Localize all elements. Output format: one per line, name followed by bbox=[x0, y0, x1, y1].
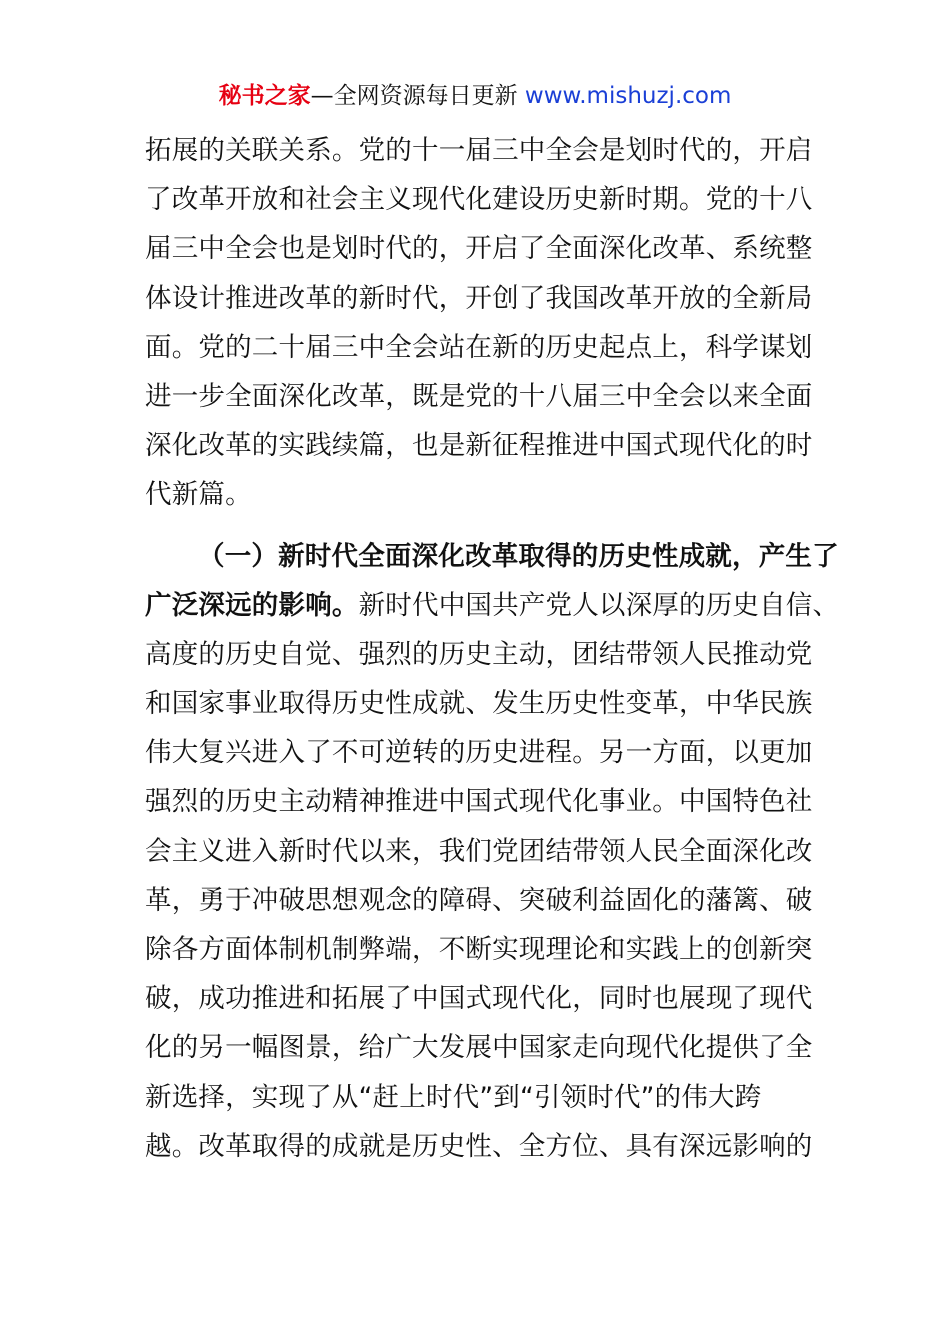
paragraph-2 bbox=[145, 532, 840, 1171]
text-line: 破，成功推进和拓展了中国式现代化，同时也展现了现代 bbox=[145, 983, 813, 1015]
text-line: 革，勇于冲破思想观念的障碍、突破利益固化的藩篱、破 bbox=[145, 884, 813, 916]
text-line-rest: 新时代中国共产党人以深厚的历史自信、 bbox=[358, 589, 840, 621]
paragraph-gap bbox=[145, 520, 815, 532]
text-line: 会主义进入新时代以来，我们党团结带领人民全面深化改 bbox=[145, 835, 813, 867]
document-body bbox=[145, 126, 840, 1171]
text-line: 越。改革取得的成就是历史性、全方位、具有深远影响的 bbox=[145, 1130, 813, 1162]
text-line: 伟大复兴进入了不可逆转的历史进程。另一方面，以更加 bbox=[145, 737, 813, 769]
text-line: 和国家事业取得历史性成就、发生历史性变革，中华民族 bbox=[145, 688, 813, 720]
text-line: 新选择，实现了从“赶上时代”到“引领时代”的伟大跨 bbox=[145, 1081, 762, 1113]
section-heading-end: 广泛深远的影响。 bbox=[145, 589, 359, 621]
text-line: 届三中全会也是划时代的，开启了全面深化改革、系统整 bbox=[145, 233, 813, 265]
text-line bbox=[145, 581, 840, 630]
paragraph-1 bbox=[145, 126, 815, 520]
text-line: 拓展的关联关系。党的十一届三中全会是划时代的，开启 bbox=[145, 135, 813, 166]
site-brand: 秘书之家 bbox=[218, 83, 311, 109]
text-line: 了改革开放和社会主义现代化建设历史新时期。党的十八 bbox=[145, 184, 813, 216]
text-line: 面。党的二十届三中全会站在新的历史起点上，科学谋划 bbox=[145, 331, 813, 363]
text-line: 高度的历史自觉、强烈的历史主动，团结带领人民推动党 bbox=[145, 638, 813, 670]
site-tagline: —全网资源每日更新 bbox=[310, 83, 518, 109]
text-line: 体设计推进改革的新时代，开创了我国改革开放的全新局 bbox=[145, 282, 813, 314]
text-line: 强烈的历史主动精神推进中国式现代化事业。中国特色社 bbox=[145, 786, 813, 818]
site-header bbox=[0, 80, 950, 112]
text-line: 进一步全面深化改革，既是党的十八届三中全会以来全面 bbox=[145, 380, 813, 412]
site-url-link[interactable]: www.mishuzj.com bbox=[524, 83, 732, 109]
text-line: 除各方面体制机制弊端，不断实现理论和实践上的创新突 bbox=[145, 934, 813, 965]
text-line: 代新篇。 bbox=[145, 479, 252, 511]
text-line: 化的另一幅图景，给广大发展中国家走向现代化提供了全 bbox=[145, 1032, 813, 1064]
text-line: 深化改革的实践续篇，也是新征程推进中国式现代化的时 bbox=[145, 430, 813, 462]
section-heading: （一）新时代全面深化改革取得的历史性成就，产生了 bbox=[198, 540, 839, 572]
